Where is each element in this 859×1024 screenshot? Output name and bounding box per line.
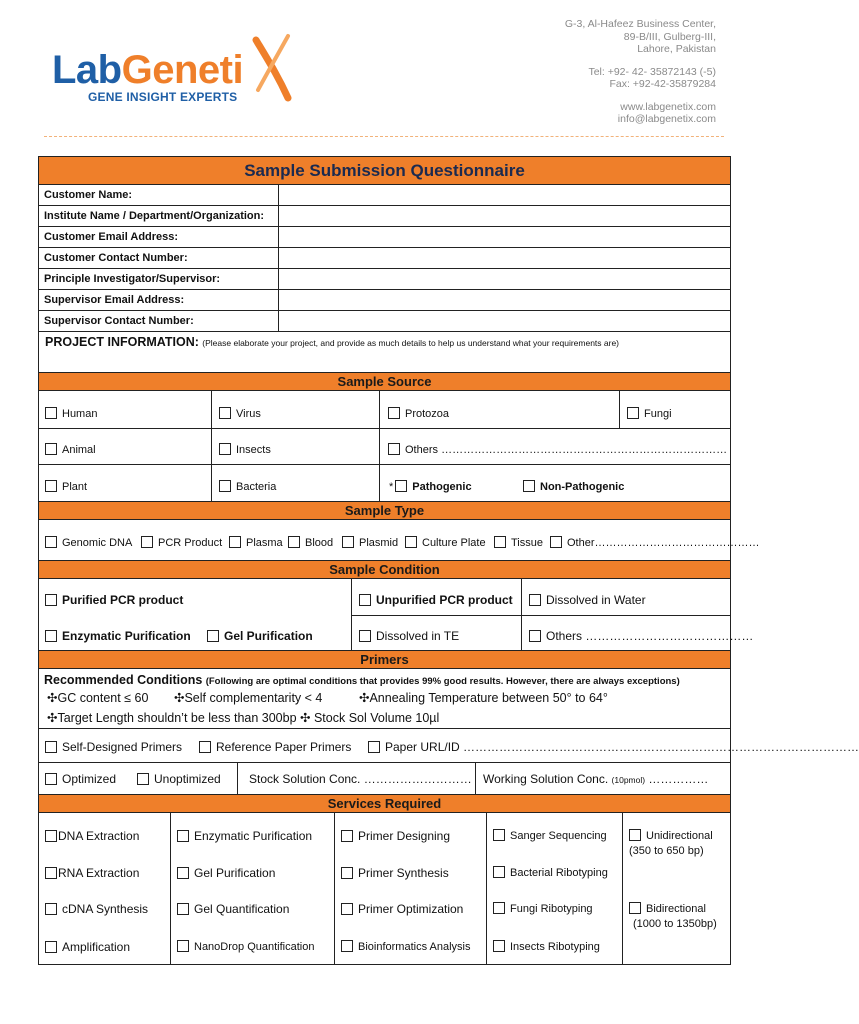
checkbox[interactable] <box>45 941 57 953</box>
checkbox[interactable] <box>627 407 639 419</box>
project-info-label: PROJECT INFORMATION: <box>45 335 199 349</box>
condition-option-purified[interactable]: Purified PCR product <box>45 593 183 607</box>
primers-header: Primers <box>39 651 730 669</box>
address-line: G-3, Al-Hafeez Business Center, <box>564 18 716 30</box>
service-cdna-synthesis[interactable]: cDNA Synthesis <box>45 902 148 916</box>
checkbox[interactable] <box>45 443 57 455</box>
checkbox[interactable] <box>141 536 153 548</box>
supervisor-field[interactable] <box>279 269 730 289</box>
primer-option-paper-url[interactable]: Paper URL/ID ……………………………………………………………………………………… <box>368 740 859 754</box>
checkbox[interactable] <box>523 480 535 492</box>
sample-type-header: Sample Type <box>39 502 730 520</box>
condition-self-complementarity: ✣Self complementarity < 4 <box>174 691 323 705</box>
row-divider <box>39 464 730 465</box>
services-header: Services Required <box>39 795 730 813</box>
required-asterisk: * <box>389 481 394 493</box>
checkbox[interactable] <box>388 443 400 455</box>
condition-annealing-temp: ✣Annealing Temperature between 50° to 64° <box>359 691 608 705</box>
type-option-culture-plate[interactable]: Culture Plate <box>405 536 486 549</box>
primer-conc-row <box>39 763 730 795</box>
recommended-title: Recommended Conditions (Following are optimal conditions that provides 99% good results. However, there are always exceptions) <box>44 673 680 687</box>
services-col-extraction <box>39 813 171 964</box>
services-col-sequencing <box>487 813 623 964</box>
checkbox[interactable] <box>177 940 189 952</box>
service-fungi-ribotyping[interactable]: Fungi Ribotyping <box>493 902 593 915</box>
checkbox[interactable] <box>229 536 241 548</box>
stock-solution-field[interactable]: Stock Solution Conc. ……………………… <box>249 772 472 786</box>
checkbox[interactable] <box>629 829 641 841</box>
source-option-insects[interactable]: Insects <box>219 443 271 456</box>
column-divider <box>619 391 620 428</box>
source-option-virus[interactable]: Virus <box>219 407 261 420</box>
primer-option-optimized[interactable]: Optimized <box>45 772 116 786</box>
logo-wordmark: LabGeneti <box>52 48 244 92</box>
field-label: Supervisor Email Address: <box>39 290 279 310</box>
source-option-fungi[interactable]: Fungi <box>627 407 672 420</box>
working-solution-field[interactable]: Working Solution Conc. (10pmol) …………… <box>483 772 709 786</box>
field-label: Customer Email Address: <box>39 227 279 247</box>
source-option-non-pathogenic[interactable]: Non-Pathogenic <box>523 480 624 493</box>
service-unidirectional[interactable]: Unidirectional <box>629 829 713 842</box>
services-col-primer <box>335 813 487 964</box>
supervisor-email-field[interactable] <box>279 290 730 310</box>
condition-target-length: ✣Target Length shouldn’t be less than 300bp ✣ Stock Sol Volume 10µl <box>47 711 440 725</box>
checkbox[interactable] <box>368 741 380 753</box>
row-divider <box>39 428 730 429</box>
field-row <box>39 311 730 332</box>
checkbox[interactable] <box>359 594 371 606</box>
checkbox[interactable] <box>288 536 300 548</box>
form-title: Sample Submission Questionnaire <box>39 157 730 185</box>
bidirectional-range: (1000 to 1350bp) <box>633 918 717 930</box>
field-label: Customer Contact Number: <box>39 248 279 268</box>
row-divider <box>351 615 730 616</box>
type-option-plasma[interactable]: Plasma <box>229 536 283 549</box>
column-divider <box>211 391 212 501</box>
checkbox[interactable] <box>45 630 57 642</box>
checkbox[interactable] <box>550 536 562 548</box>
service-sanger-sequencing[interactable]: Sanger Sequencing <box>493 829 607 842</box>
checkbox[interactable] <box>177 903 189 915</box>
field-label: Supervisor Contact Number: <box>39 311 279 331</box>
checkbox[interactable] <box>341 903 353 915</box>
project-info-note: (Please elaborate your project, and provide as much details to help us understand what your requirements are) <box>202 338 620 348</box>
customer-name-field[interactable] <box>279 185 730 205</box>
sample-type-section <box>39 520 760 561</box>
checkbox[interactable] <box>629 902 641 914</box>
checkbox[interactable] <box>341 940 353 952</box>
field-row <box>39 248 730 269</box>
sample-source-section <box>39 391 730 502</box>
field-label: Principle Investigator/Supervisor: <box>39 269 279 289</box>
checkbox[interactable] <box>341 830 353 842</box>
checkbox[interactable] <box>493 902 505 914</box>
service-gel-quantification[interactable]: Gel Quantification <box>177 902 289 916</box>
email-link[interactable]: info@labgenetix.com <box>617 113 716 125</box>
fax-line: Fax: +92-42-35879284 <box>609 78 716 90</box>
services-col-purification <box>171 813 335 964</box>
checkbox[interactable] <box>45 903 57 915</box>
company-logo <box>52 30 302 110</box>
address-line: Lahore, Pakistan <box>637 43 716 55</box>
logo-tagline: GENE INSIGHT EXPERTS <box>88 90 238 104</box>
field-label: Institute Name / Department/Organization: <box>39 206 279 226</box>
header-divider <box>44 136 724 137</box>
questionnaire-form <box>38 156 859 965</box>
condition-option-unpurified[interactable]: Unpurified PCR product <box>359 593 513 607</box>
primer-option-unoptimized[interactable]: Unoptimized <box>137 772 221 786</box>
checkbox[interactable] <box>494 536 506 548</box>
field-row <box>39 185 730 206</box>
service-bidirectional[interactable]: Bidirectional <box>629 902 706 915</box>
type-option-other[interactable]: Other……………………………………… <box>550 536 760 549</box>
condition-option-others[interactable]: Others …………………………………… <box>529 629 753 643</box>
checkbox[interactable] <box>388 407 400 419</box>
checkbox[interactable] <box>529 594 541 606</box>
checkbox[interactable] <box>493 829 505 841</box>
checkbox[interactable] <box>529 630 541 642</box>
checkbox[interactable] <box>45 830 57 842</box>
condition-option-dissolved-water[interactable]: Dissolved in Water <box>529 593 646 607</box>
source-option-plant[interactable]: Plant <box>45 480 87 493</box>
type-option-tissue[interactable]: Tissue <box>494 536 543 549</box>
checkbox[interactable] <box>45 536 57 548</box>
checkbox[interactable] <box>341 867 353 879</box>
source-option-human[interactable]: Human <box>45 407 97 420</box>
unidirectional-range: (350 to 650 bp) <box>629 845 704 857</box>
source-option-pathogenic[interactable]: * Pathogenic <box>389 481 472 493</box>
service-primer-synthesis[interactable]: Primer Synthesis <box>341 866 449 880</box>
type-option-blood[interactable]: Blood <box>288 536 333 549</box>
source-option-animal[interactable]: Animal <box>45 443 96 456</box>
checkbox[interactable] <box>45 867 57 879</box>
sample-condition-section <box>39 579 754 651</box>
website-link[interactable]: www.labgenetix.com <box>620 100 716 113</box>
service-enzymatic-purification[interactable]: Enzymatic Purification <box>177 829 312 843</box>
service-amplification[interactable]: Amplification <box>45 940 130 954</box>
condition-option-gel[interactable]: Gel Purification <box>207 629 313 643</box>
column-divider <box>379 391 380 501</box>
condition-gc-content: ✣GC content ≤ 60 <box>47 691 149 705</box>
checkbox[interactable] <box>219 480 231 492</box>
service-nanodrop-quantification[interactable]: NanoDrop Quantification <box>177 940 314 953</box>
service-bioinformatics-analysis[interactable]: Bioinformatics Analysis <box>341 940 471 953</box>
contact-info <box>565 18 716 126</box>
services-col-direction <box>623 813 730 964</box>
phone-line: Tel: +92- 42- 35872143 (-5) <box>588 65 716 78</box>
sample-condition-header: Sample Condition <box>39 561 730 579</box>
customer-contact-field[interactable] <box>279 248 730 268</box>
field-label: Customer Name: <box>39 185 279 205</box>
field-row <box>39 206 730 227</box>
checkbox[interactable] <box>137 773 149 785</box>
service-dna-extraction[interactable]: DNA Extraction <box>45 829 139 843</box>
checkbox[interactable] <box>45 741 57 753</box>
column-divider <box>475 763 476 794</box>
service-primer-optimization[interactable]: Primer Optimization <box>341 902 463 916</box>
project-info-field[interactable] <box>39 332 730 373</box>
source-option-others[interactable]: Others …………………………………………………………………… <box>388 443 727 456</box>
checkbox[interactable] <box>405 536 417 548</box>
field-row <box>39 290 730 311</box>
institute-field[interactable] <box>279 206 730 226</box>
service-gel-purification[interactable]: Gel Purification <box>177 866 275 880</box>
sample-source-header: Sample Source <box>39 373 730 391</box>
service-insects-ribotyping[interactable]: Insects Ribotyping <box>493 940 600 953</box>
service-primer-designing[interactable]: Primer Designing <box>341 829 450 843</box>
type-option-genomic-dna[interactable]: Genomic DNA <box>45 536 132 549</box>
services-section <box>39 813 730 964</box>
checkbox[interactable] <box>45 407 57 419</box>
checkbox[interactable] <box>207 630 219 642</box>
checkbox[interactable] <box>493 940 505 952</box>
checkbox[interactable] <box>177 830 189 842</box>
recommended-conditions <box>39 669 730 729</box>
condition-option-dissolved-te[interactable]: Dissolved in TE <box>359 629 459 643</box>
checkbox[interactable] <box>45 773 57 785</box>
type-option-plasmid[interactable]: Plasmid <box>342 536 398 549</box>
column-divider <box>237 763 238 794</box>
checkbox[interactable] <box>219 407 231 419</box>
primer-option-reference-paper[interactable]: Reference Paper Primers <box>199 740 351 754</box>
checkbox[interactable] <box>493 866 505 878</box>
type-option-pcr-product[interactable]: PCR Product <box>141 536 222 549</box>
customer-email-field[interactable] <box>279 227 730 247</box>
service-rna-extraction[interactable]: RNA Extraction <box>45 866 139 880</box>
field-row <box>39 227 730 248</box>
field-row <box>39 269 730 290</box>
primer-source-row <box>39 729 859 763</box>
checkbox[interactable] <box>342 536 354 548</box>
checkbox[interactable] <box>177 867 189 879</box>
checkbox[interactable] <box>199 741 211 753</box>
service-bacterial-ribotyping[interactable]: Bacterial Ribotyping <box>493 866 608 879</box>
logo-helix-x-icon <box>248 32 294 104</box>
condition-option-enzymatic[interactable]: Enzymatic Purification <box>45 629 191 643</box>
checkbox[interactable] <box>359 630 371 642</box>
checkbox[interactable] <box>395 480 407 492</box>
source-option-bacteria[interactable]: Bacteria <box>219 480 276 493</box>
supervisor-contact-field[interactable] <box>279 311 730 331</box>
checkbox[interactable] <box>45 594 57 606</box>
checkbox[interactable] <box>45 480 57 492</box>
source-option-protozoa[interactable]: Protozoa <box>388 407 449 420</box>
address-line: 89-B/III, Gulberg-III, <box>623 30 716 43</box>
checkbox[interactable] <box>219 443 231 455</box>
primer-option-self-designed[interactable]: Self-Designed Primers <box>45 740 182 754</box>
